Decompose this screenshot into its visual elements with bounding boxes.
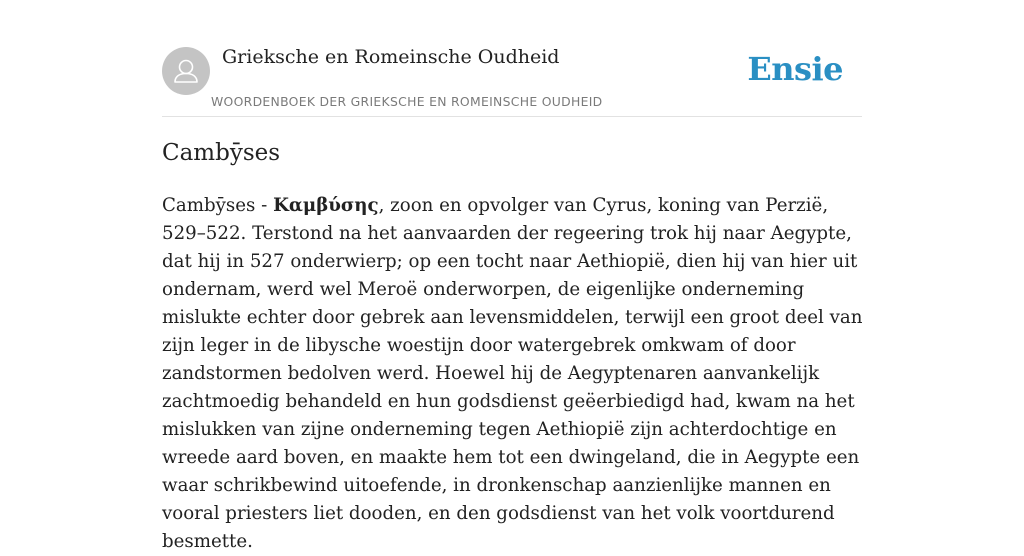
source-title-link[interactable]: Grieksche en Romeinsche Oudheid [222,46,560,68]
avatar[interactable] [162,47,210,95]
source-subtitle: WOORDENBOEK DER GRIEKSCHE EN ROMEINSCHE OUDHEID [211,94,603,109]
entry-separator: - [255,195,274,216]
source-header [162,46,862,117]
entry-greek-term: Καμβύσης [273,195,379,216]
entry-body [162,192,868,556]
entry-term: Cambȳses [162,195,256,216]
entry-title: Cambȳses [162,140,281,166]
entry-text: , zoon en opvolger van Cyrus, koning van Perzië, 529–522. Terstond na het aanvaarden der regeering trok hij naar Aegypte, dat hij in 527 onderwierp; op een tocht naar Aethiopië, dien hij van hier uit ondernam, werd wel Meroë onderworpen, de eigenlijke onderneming mislukte echter door gebrek aan levensmiddelen, terwijl een groot deel van zijn leger in de libysche woestijn door watergebrek omkwam of door zandstormen bedolven werd. Hoewel hij de Aegyptenaren aanvankelijk zachtmoedig behandeld en hun godsdienst geëerbiedigd had, kwam na het mislukken van zijne onderneming tegen Aethiopië zijn achterdochtige en wreede aard boven, en maakte hem tot een dwingeland, die in Aegypte een waar schrikbewind uitoefende, in dronkenschap aanzienlijke mannen en vooral priesters liet dooden, en den godsdienst van het volk voortdurend besmette. [162,195,863,552]
ensie-logo[interactable]: Ensie [747,50,843,88]
user-icon [162,47,210,95]
